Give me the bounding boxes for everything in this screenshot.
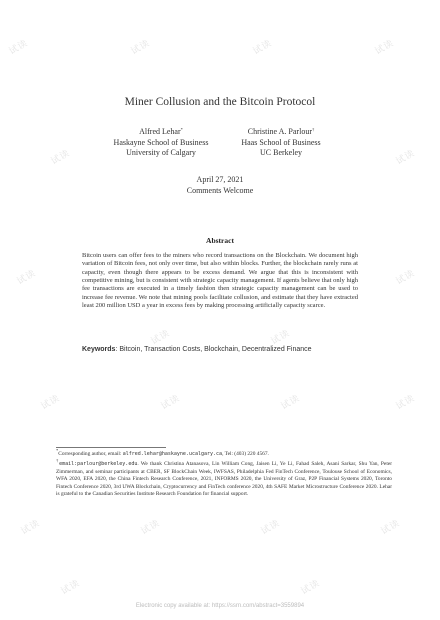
watermark-text: 试读 [394, 148, 417, 168]
keywords-line: Keywords: Bitcoin, Transaction Costs, Blockchain, Decentralized Finance [82, 346, 312, 353]
watermark-text: 试读 [394, 393, 417, 413]
paper-date: April 27, 2021 [196, 175, 244, 184]
footnote-mark: * [180, 127, 183, 132]
watermark-text: 试读 [139, 518, 162, 538]
watermark-text: 试读 [373, 38, 396, 58]
watermark-text: 试读 [15, 268, 38, 288]
email-link[interactable]: alfred.lehar@haskayne.ucalgary.ca [122, 451, 223, 457]
watermark-text: 试读 [394, 268, 417, 288]
paper-status: Comments Welcome [186, 185, 254, 195]
author-block [91, 127, 231, 159]
footnote-2 [56, 458, 393, 499]
watermark-text: 试读 [159, 393, 182, 413]
author-institution: UC Berkeley [260, 148, 302, 157]
footnote-mark: † [311, 127, 315, 132]
author-institution: University of Calgary [126, 148, 196, 157]
footnote-1-suffix: , Tel: (403) 220 4567. [222, 451, 269, 457]
watermark-text: 试读 [279, 393, 302, 413]
watermark-text: 试读 [49, 148, 72, 168]
footnote-mark: * [56, 448, 59, 453]
watermark-text: 试读 [19, 518, 42, 538]
footnote-rule [56, 447, 166, 448]
date-block [0, 175, 440, 196]
author-block [211, 127, 351, 159]
keywords-label: Keywords [82, 346, 116, 353]
watermark-text: 试读 [59, 578, 82, 598]
watermark-text: 试读 [299, 578, 322, 598]
footnote-2-text: . We thank Christina Atanasova, Lin William Cong, Jaisen Li, Ye Li, Fahad Saleh, Asani Sarkar, Shu Yan, Peter Zimmerman, and seminar participants at CBER, SF BlockChain Week, IWFSAS, Philadelphia Fed FinTech Conference, Toulouse School of Economics, WFA 2020, EFA 2020, the China Fintech Research Conference, 2021, INFORMS 2020, the University of Graz, P2P Financial Systems 2020, Toronto Fintech Conference 2020, 3rd UWA Blockchain, Cryptocurrency and FinTech conference 2020, 4th SAFE Market Microstructure Conference 2020. Lehar is grateful to the Canadian Securities Institute Research Foundation for financial support. [56, 461, 393, 498]
watermark-text: 试读 [7, 38, 30, 58]
author-name: Christine A. Parlour† [247, 127, 315, 136]
paper-title: Miner Collusion and the Bitcoin Protocol [124, 96, 316, 108]
watermark-text: 试读 [149, 328, 172, 348]
author-name: Alfred Lehar* [139, 127, 183, 136]
author-affiliation: Haskayne School of Business [113, 137, 209, 147]
watermark-text: 试读 [269, 328, 292, 348]
email-link[interactable]: email:parlour@berkeley.edu [59, 461, 138, 467]
watermark-text: 试读 [251, 38, 274, 58]
ssrn-footer: Electronic copy available at: https://ssrn.com/abstract=3559894 [135, 603, 305, 609]
watermark-text: 试读 [259, 518, 282, 538]
footnote-1-prefix: Corresponding author, email: [58, 451, 123, 457]
watermark-text: 试读 [129, 38, 152, 58]
author-affiliation: Haas School of Business [241, 137, 321, 147]
watermark-text: 试读 [379, 518, 402, 538]
abstract-text: Bitcoin users can offer fees to the miners who record transactions on the Blockchain. We document high variation of Bitcoin fees, not only over time, but also within blocks. Further, the blockchain rarely runs at capacity, even though there appears to be excess demand. We argue that this is inconsistent with competitive mining, but is consistent with strategic capacity management. If agents believe that only high fee transactions are executed in a timely fashion then strategic capacity management can be used to increase fee revenue. We note that mining pools facilitate collusion, and estimate that they have extracted least 200 million USD a year in excess fees by making processing artificially capacity scarce. [82, 252, 358, 310]
abstract-heading: Abstract [206, 236, 234, 245]
watermark-text: 试读 [39, 393, 62, 413]
keywords-text: Bitcoin, Transaction Costs, Blockchain, Decentralized Finance [119, 346, 312, 353]
footnote-mark: † [56, 458, 60, 463]
footnote-1 [56, 448, 392, 459]
